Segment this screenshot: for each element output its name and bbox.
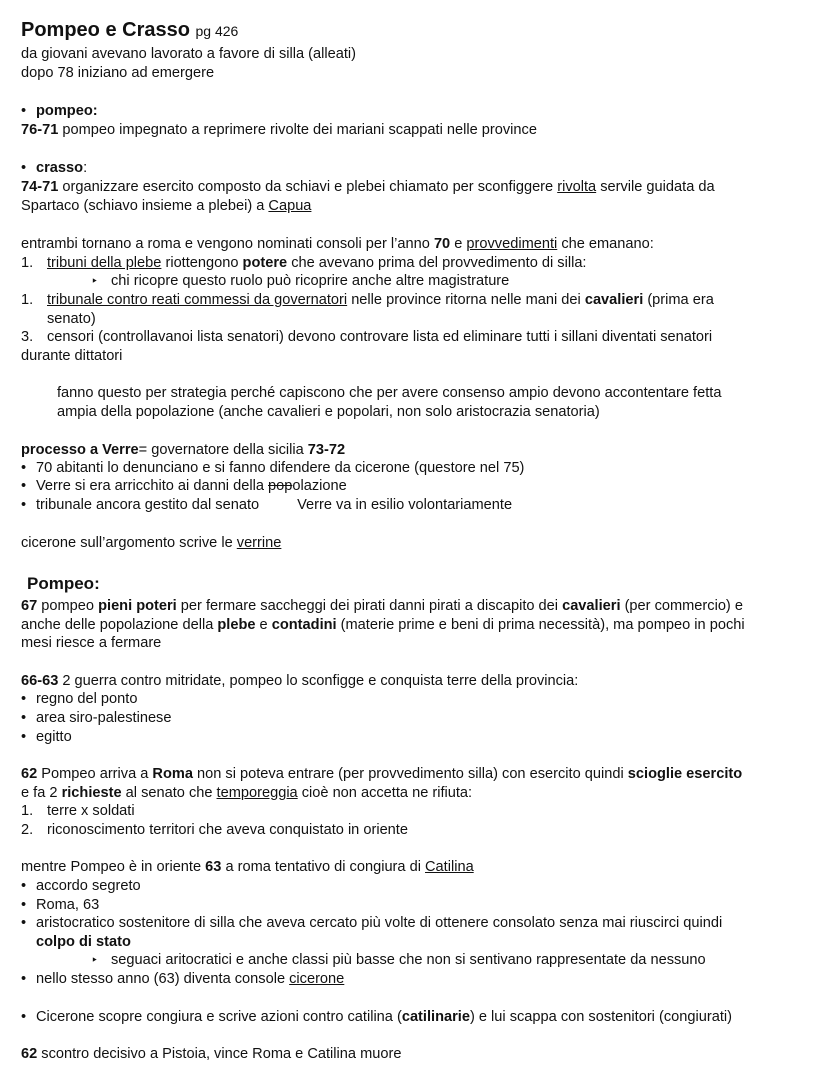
verre-heading: processo a Verre= governatore della sicilia 73-72 <box>21 442 346 458</box>
final-line: 62 scontro decisivo a Pistoia, vince Roma e Catilina muore <box>21 1046 402 1062</box>
consoli-intro: entrambi tornano a roma e vengono nominati consoli per l’anno 70 e provvedimenti che emanano: <box>21 236 654 252</box>
catilina-bullet: • accordo segreto <box>21 877 141 896</box>
province-item: • egitto <box>21 728 72 747</box>
catilina-bullet: • aristocratico sostenitore di silla che aveva cercato più volte di ottenere consolato senza mai riuscirci quindi <box>21 914 722 933</box>
verre-bullet: • Verre si era arricchito ai danni della popolazione <box>21 477 347 496</box>
pompeo-67-line: anche delle popolazione della plebe e contadini (materie prime e beni di prima necessità), ma pompeo in pochi <box>21 617 745 633</box>
crasso-line: Spartaco (schiavo insieme a plebei) a Capua <box>21 198 312 214</box>
consoli-item: 1. tribunale contro reati commessi da governatori nelle province ritorna nelle mani dei cavalieri (prima era <box>21 292 714 308</box>
pompeo-line: 76-71 pompeo impegnato a reprimere rivolte dei mariani scappati nelle province <box>21 122 537 138</box>
title-main: Pompeo e Crasso <box>21 19 190 41</box>
strategy-line: ampia della popolazione (anche cavalieri e popolari, non solo aristocrazia senatoria) <box>57 404 600 420</box>
consoli-item-cont: durante dittatori <box>21 348 123 364</box>
strategy-line: fanno questo per strategia perché capiscono che per avere consenso ampio devono accontentare fetta <box>57 385 722 401</box>
page-title <box>21 21 238 41</box>
pompeo-66-line: 66-63 2 guerra contro mitridate, pompeo lo sconfigge e conquista terre della provincia: <box>21 673 579 689</box>
consoli-item-cont: senato) <box>47 311 96 327</box>
intro-line: dopo 78 iniziano ad emergere <box>21 65 215 81</box>
catilina-bullet-cont: colpo di stato <box>36 934 131 950</box>
catilina-intro: mentre Pompeo è in oriente 63 a roma tentativo di congiura di Catilina <box>21 859 474 875</box>
pompeo-62-line: e fa 2 richieste al senato che temporeggia cioè non accetta ne rifiuta: <box>21 785 473 801</box>
pompeo-67-line: mesi riesce a fermare <box>21 635 162 651</box>
consoli-item: 3. censori (controllavanoi lista senatori) devono controvare lista ed eliminare tutti i sillani diventati senatori <box>21 329 713 345</box>
catilina-bullet: • Roma, 63 <box>21 896 99 915</box>
pompeo-62-line: 62 Pompeo arriva a Roma non si poteva entrare (per provvedimento silla) con esercito quindi scioglie esercito <box>21 766 743 782</box>
catilina-bullet: • Cicerone scopre congiura e scrive azioni contro catilina (catilinarie) e lui scappa con sostenitori (congiurati) <box>21 1008 732 1027</box>
verre-bullet: • 70 abitanti lo denunciano e si fanno difendere da cicerone (questore nel 75) <box>21 459 524 478</box>
crasso-line: 74-71 organizzare esercito composto da schiavi e plebei chiamato per sconfiggere rivolta servile guidata da <box>21 179 715 195</box>
request-item: 1. terre x soldati <box>21 803 135 819</box>
pompeo-heading: • pompeo: <box>21 102 98 121</box>
pompeo-section-heading: Pompeo: <box>27 574 100 593</box>
province-item: • regno del ponto <box>21 690 137 709</box>
cicerone-line: cicerone sull’argomento scrive le verrine <box>21 535 282 551</box>
crasso-heading: • crasso: <box>21 159 87 178</box>
pompeo-67-line: 67 pompeo pieni poteri per fermare saccheggi dei pirati danni pirati a discapito dei cavalieri (per commercio) e <box>21 598 743 614</box>
province-item: • area siro-palestinese <box>21 709 171 728</box>
consoli-item: 1. tribuni della plebe riottengono potere che avevano prima del provvedimento di silla: <box>21 255 587 271</box>
catilina-bullet: • nello stesso anno (63) diventa console cicerone <box>21 970 344 989</box>
verre-bullet: • tribunale ancora gestito dal senato Verre va in esilio volontariamente <box>21 496 512 515</box>
page-reference: pg 426 <box>195 23 239 39</box>
consoli-subitem: ‣ chi ricopre questo ruolo può ricoprire anche altre magistrature <box>21 272 509 291</box>
request-item: 2. riconoscimento territori che aveva conquistato in oriente <box>21 822 408 838</box>
intro-line: da giovani avevano lavorato a favore di silla (alleati) <box>21 46 357 62</box>
catilina-subitem: ‣ seguaci aritocratici e anche classi più basse che non si sentivano rappresentate da nessuno <box>21 951 706 970</box>
